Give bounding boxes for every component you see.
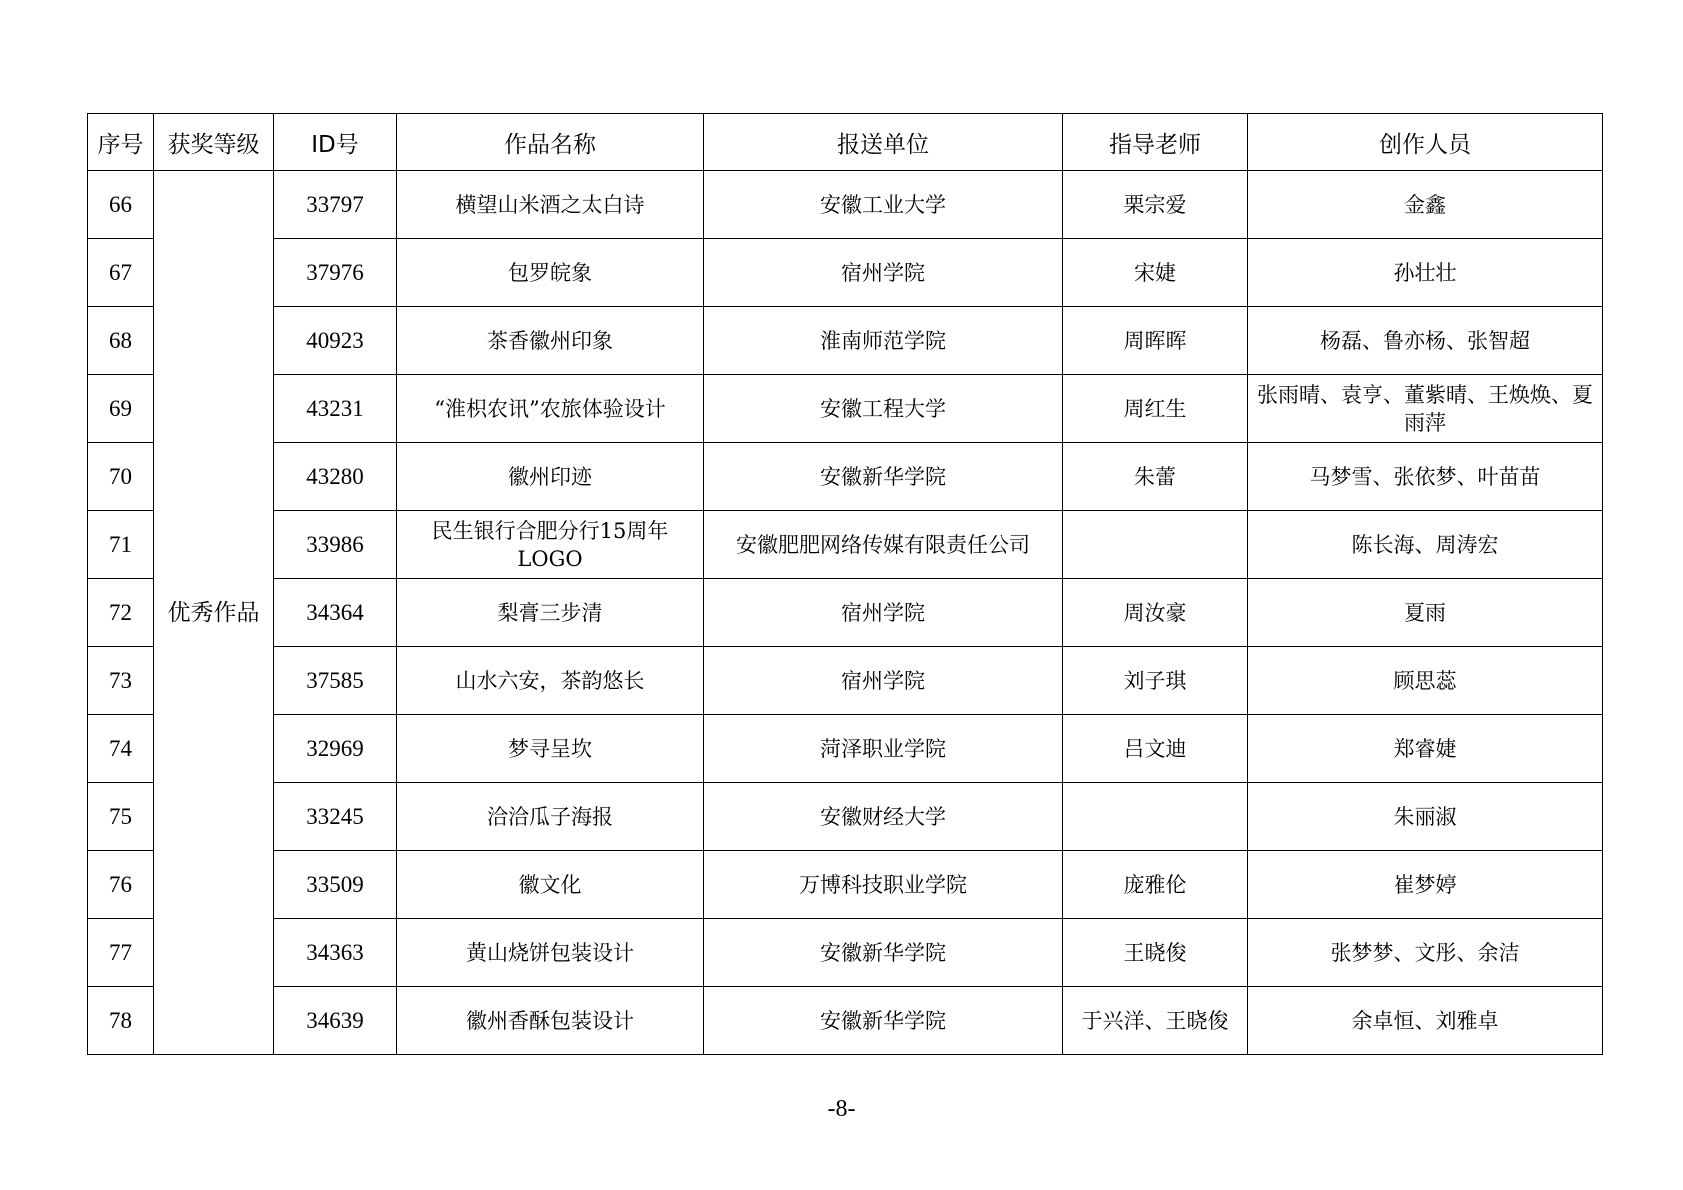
cell-work-title: 徽州香酥包装设计 xyxy=(397,987,704,1055)
cell-seq: 68 xyxy=(88,307,154,375)
cell-creators: 张梦梦、文彤、余洁 xyxy=(1248,919,1603,987)
cell-work-title: 徽州印迹 xyxy=(397,443,704,511)
cell-submitting-unit: 安徽新华学院 xyxy=(704,987,1063,1055)
cell-advisor: 庞雅伦 xyxy=(1063,851,1248,919)
cell-advisor xyxy=(1063,783,1248,851)
cell-submitting-unit: 淮南师范学院 xyxy=(704,307,1063,375)
cell-work-title: 徽文化 xyxy=(397,851,704,919)
table-row xyxy=(88,171,1603,239)
cell-advisor: 王晓俊 xyxy=(1063,919,1248,987)
award-list-table xyxy=(87,113,1603,1055)
cell-creators: 张雨晴、袁亨、董紫晴、王焕焕、夏雨萍 xyxy=(1248,375,1603,443)
cell-submitting-unit: 安徽工业大学 xyxy=(704,171,1063,239)
table-row xyxy=(88,851,1603,919)
table-row xyxy=(88,579,1603,647)
cell-seq: 74 xyxy=(88,715,154,783)
cell-work-title: 梨膏三步清 xyxy=(397,579,704,647)
cell-work-title: 黄山烧饼包装设计 xyxy=(397,919,704,987)
header-advisor: 指导老师 xyxy=(1063,114,1248,171)
cell-submitting-unit: 安徽工程大学 xyxy=(704,375,1063,443)
cell-seq: 69 xyxy=(88,375,154,443)
cell-creators: 金鑫 xyxy=(1248,171,1603,239)
cell-work-title: 梦寻呈坎 xyxy=(397,715,704,783)
cell-seq: 78 xyxy=(88,987,154,1055)
cell-seq: 76 xyxy=(88,851,154,919)
table-row xyxy=(88,239,1603,307)
cell-advisor: 周汝豪 xyxy=(1063,579,1248,647)
cell-seq: 77 xyxy=(88,919,154,987)
cell-advisor: 刘子琪 xyxy=(1063,647,1248,715)
cell-id: 33509 xyxy=(274,851,397,919)
cell-seq: 75 xyxy=(88,783,154,851)
cell-id: 33245 xyxy=(274,783,397,851)
cell-advisor: 朱蕾 xyxy=(1063,443,1248,511)
cell-award-level: 优秀作品 xyxy=(154,171,274,1055)
table-row xyxy=(88,987,1603,1055)
table-header xyxy=(88,114,1603,171)
cell-id: 37585 xyxy=(274,647,397,715)
cell-seq: 70 xyxy=(88,443,154,511)
header-creators: 创作人员 xyxy=(1248,114,1603,171)
cell-seq: 67 xyxy=(88,239,154,307)
cell-id: 43231 xyxy=(274,375,397,443)
page-number: -8- xyxy=(827,1096,856,1122)
cell-advisor xyxy=(1063,511,1248,579)
header-id: ID号 xyxy=(274,114,397,171)
cell-submitting-unit: 安徽财经大学 xyxy=(704,783,1063,851)
cell-creators: 余卓恒、刘雅卓 xyxy=(1248,987,1603,1055)
cell-seq: 72 xyxy=(88,579,154,647)
table-body xyxy=(88,171,1603,1055)
cell-advisor: 周晖晖 xyxy=(1063,307,1248,375)
cell-advisor: 于兴洋、王晓俊 xyxy=(1063,987,1248,1055)
table-row xyxy=(88,783,1603,851)
cell-work-title: “淮枳农讯”农旅体验设计 xyxy=(397,375,704,443)
table-row xyxy=(88,307,1603,375)
cell-advisor: 栗宗爱 xyxy=(1063,171,1248,239)
cell-creators: 郑睿婕 xyxy=(1248,715,1603,783)
cell-advisor: 宋婕 xyxy=(1063,239,1248,307)
header-work-title: 作品名称 xyxy=(397,114,704,171)
cell-work-title: 横望山米酒之太白诗 xyxy=(397,171,704,239)
header-row xyxy=(88,114,1603,171)
cell-advisor: 周红生 xyxy=(1063,375,1248,443)
table-row xyxy=(88,443,1603,511)
cell-submitting-unit: 安徽新华学院 xyxy=(704,919,1063,987)
table-row xyxy=(88,919,1603,987)
cell-creators: 陈长海、周涛宏 xyxy=(1248,511,1603,579)
cell-submitting-unit: 安徽肥肥网络传媒有限责任公司 xyxy=(704,511,1063,579)
cell-submitting-unit: 宿州学院 xyxy=(704,579,1063,647)
cell-id: 40923 xyxy=(274,307,397,375)
cell-work-title: 包罗皖象 xyxy=(397,239,704,307)
cell-advisor: 吕文迪 xyxy=(1063,715,1248,783)
cell-submitting-unit: 安徽新华学院 xyxy=(704,443,1063,511)
cell-seq: 73 xyxy=(88,647,154,715)
cell-creators: 夏雨 xyxy=(1248,579,1603,647)
cell-submitting-unit: 宿州学院 xyxy=(704,239,1063,307)
header-seq: 序号 xyxy=(88,114,154,171)
cell-id: 34363 xyxy=(274,919,397,987)
cell-work-title: 民生银行合肥分行15周年LOGO xyxy=(397,511,704,579)
header-award-level: 获奖等级 xyxy=(154,114,274,171)
cell-submitting-unit: 万博科技职业学院 xyxy=(704,851,1063,919)
cell-submitting-unit: 菏泽职业学院 xyxy=(704,715,1063,783)
cell-seq: 71 xyxy=(88,511,154,579)
table-row xyxy=(88,647,1603,715)
cell-id: 43280 xyxy=(274,443,397,511)
cell-submitting-unit: 宿州学院 xyxy=(704,647,1063,715)
cell-id: 34639 xyxy=(274,987,397,1055)
cell-creators: 马梦雪、张依梦、叶苗苗 xyxy=(1248,443,1603,511)
table-row xyxy=(88,375,1603,443)
header-submitting-unit: 报送单位 xyxy=(704,114,1063,171)
cell-work-title: 洽洽瓜子海报 xyxy=(397,783,704,851)
cell-id: 34364 xyxy=(274,579,397,647)
cell-id: 33986 xyxy=(274,511,397,579)
cell-creators: 孙壮壮 xyxy=(1248,239,1603,307)
cell-creators: 朱丽淑 xyxy=(1248,783,1603,851)
cell-creators: 杨磊、鲁亦杨、张智超 xyxy=(1248,307,1603,375)
cell-work-title: 茶香徽州印象 xyxy=(397,307,704,375)
cell-creators: 崔梦婷 xyxy=(1248,851,1603,919)
cell-work-title: 山水六安，茶韵悠长 xyxy=(397,647,704,715)
cell-id: 37976 xyxy=(274,239,397,307)
table-row xyxy=(88,511,1603,579)
table-row xyxy=(88,715,1603,783)
cell-creators: 顾思蕊 xyxy=(1248,647,1603,715)
cell-id: 33797 xyxy=(274,171,397,239)
cell-id: 32969 xyxy=(274,715,397,783)
cell-seq: 66 xyxy=(88,171,154,239)
